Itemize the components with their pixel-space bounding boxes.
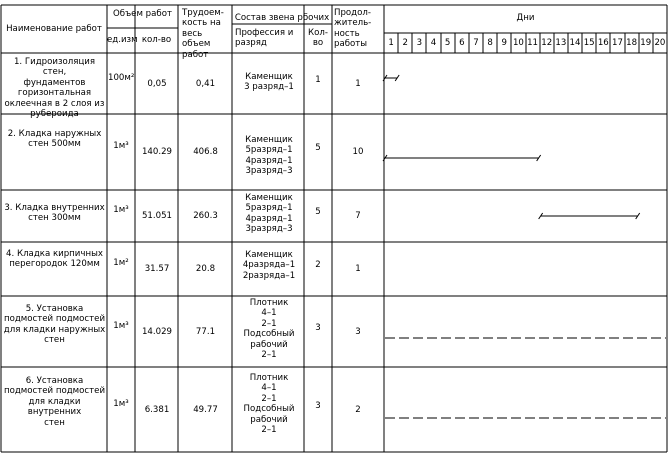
unit: 1м³ [113, 398, 129, 409]
header-work-name: Наименование работ [6, 24, 102, 34]
day-number: 2 [402, 38, 408, 48]
labor: 20.8 [195, 264, 216, 274]
crew-count: 5 [315, 207, 321, 217]
day-number: 18 [626, 38, 638, 48]
day-number: 20 [654, 38, 666, 48]
labor: 0,41 [195, 78, 216, 89]
crew-count: 2 [315, 260, 321, 270]
profession: Каменщик 5разряд–1 4разряд–1 3разряд–3 [245, 135, 293, 177]
quantity: 14.029 [141, 326, 173, 337]
day-number: 10 [512, 38, 524, 48]
crew-count: 3 [315, 400, 321, 411]
duration: 1 [355, 264, 361, 274]
quantity: 51.051 [141, 211, 173, 221]
header-profession: Профессия и разряд [235, 28, 294, 49]
day-number: 12 [541, 38, 553, 48]
header-labor: Трудоем- кость на весь объем работ [182, 8, 224, 60]
work-name: 1. Гидроизоляция стен, фундаментов горизонтальная оклеечная в 2 слоя из рубероида [4, 57, 105, 120]
day-number: 16 [597, 38, 609, 48]
header-crew: Состав звена рбочих [234, 13, 330, 23]
day-number: 7 [473, 38, 479, 48]
header-duration: Продол- житель- ность работы [334, 8, 372, 50]
quantity: 0,05 [147, 78, 167, 89]
crew-count: 3 [315, 322, 321, 333]
profession: Каменщик 3 разряд–1 [244, 72, 294, 93]
day-number: 5 [444, 38, 451, 48]
day-number: 17 [611, 38, 623, 48]
day-number: 15 [583, 38, 595, 48]
work-name: 3. Кладка внутренних стен 300мм [4, 203, 105, 224]
unit: 100м² [108, 72, 135, 83]
day-number: 19 [640, 38, 652, 48]
header-count: Кол- во [308, 28, 328, 49]
profession: Каменщик 4разряда–1 2разряда–1 [242, 250, 296, 281]
header-days: Дни [516, 13, 535, 23]
duration: 3 [355, 326, 361, 337]
labor: 406.8 [193, 147, 218, 157]
day-number: 11 [527, 38, 539, 48]
day-number: 6 [459, 38, 465, 48]
labor: 49.77 [193, 404, 218, 415]
labor: 260.3 [193, 211, 218, 221]
unit: 1м² [113, 258, 129, 268]
quantity: 6.381 [144, 404, 170, 415]
day-number: 14 [569, 38, 581, 48]
duration: 2 [355, 404, 361, 415]
work-name: 5. Установка подмостей подмостей для кладки наружных стен [3, 304, 106, 346]
unit: 1м³ [113, 320, 129, 331]
quantity: 140.29 [141, 147, 173, 157]
day-number: 13 [555, 38, 567, 48]
duration: 7 [355, 211, 361, 221]
crew-count: 5 [315, 143, 321, 153]
day-number: 1 [388, 38, 394, 48]
day-number: 4 [430, 38, 437, 48]
work-name: 4. Кладка кирпичных перегородок 120мм [6, 249, 103, 270]
duration: 10 [352, 147, 364, 157]
day-number: 3 [416, 38, 423, 48]
quantity: 31.57 [144, 264, 170, 274]
profession: Каменщик 5разряд–1 4разряд–1 3разряд–3 [245, 193, 293, 235]
profession: Плотник 4–1 2–1 Подсобный рабочий 2–1 [243, 373, 295, 436]
unit: 1м³ [113, 141, 129, 151]
work-name: 6. Установка подмостей подмостей для кладки внутренних стен [3, 376, 106, 428]
crew-count: 1 [315, 74, 321, 85]
header-quantity: кол-во [141, 35, 172, 45]
header-volume: Объем работ [113, 9, 172, 19]
unit: 1м³ [113, 205, 129, 215]
work-name: 2. Кладка наружных стен 500мм [7, 129, 102, 150]
day-number: 9 [501, 38, 507, 48]
header-unit: ед.изм [107, 35, 138, 45]
day-number: 8 [487, 38, 493, 48]
labor: 77.1 [195, 326, 216, 337]
duration: 1 [355, 78, 361, 89]
profession: Плотник 4–1 2–1 Подсобный рабочий 2–1 [243, 298, 295, 361]
